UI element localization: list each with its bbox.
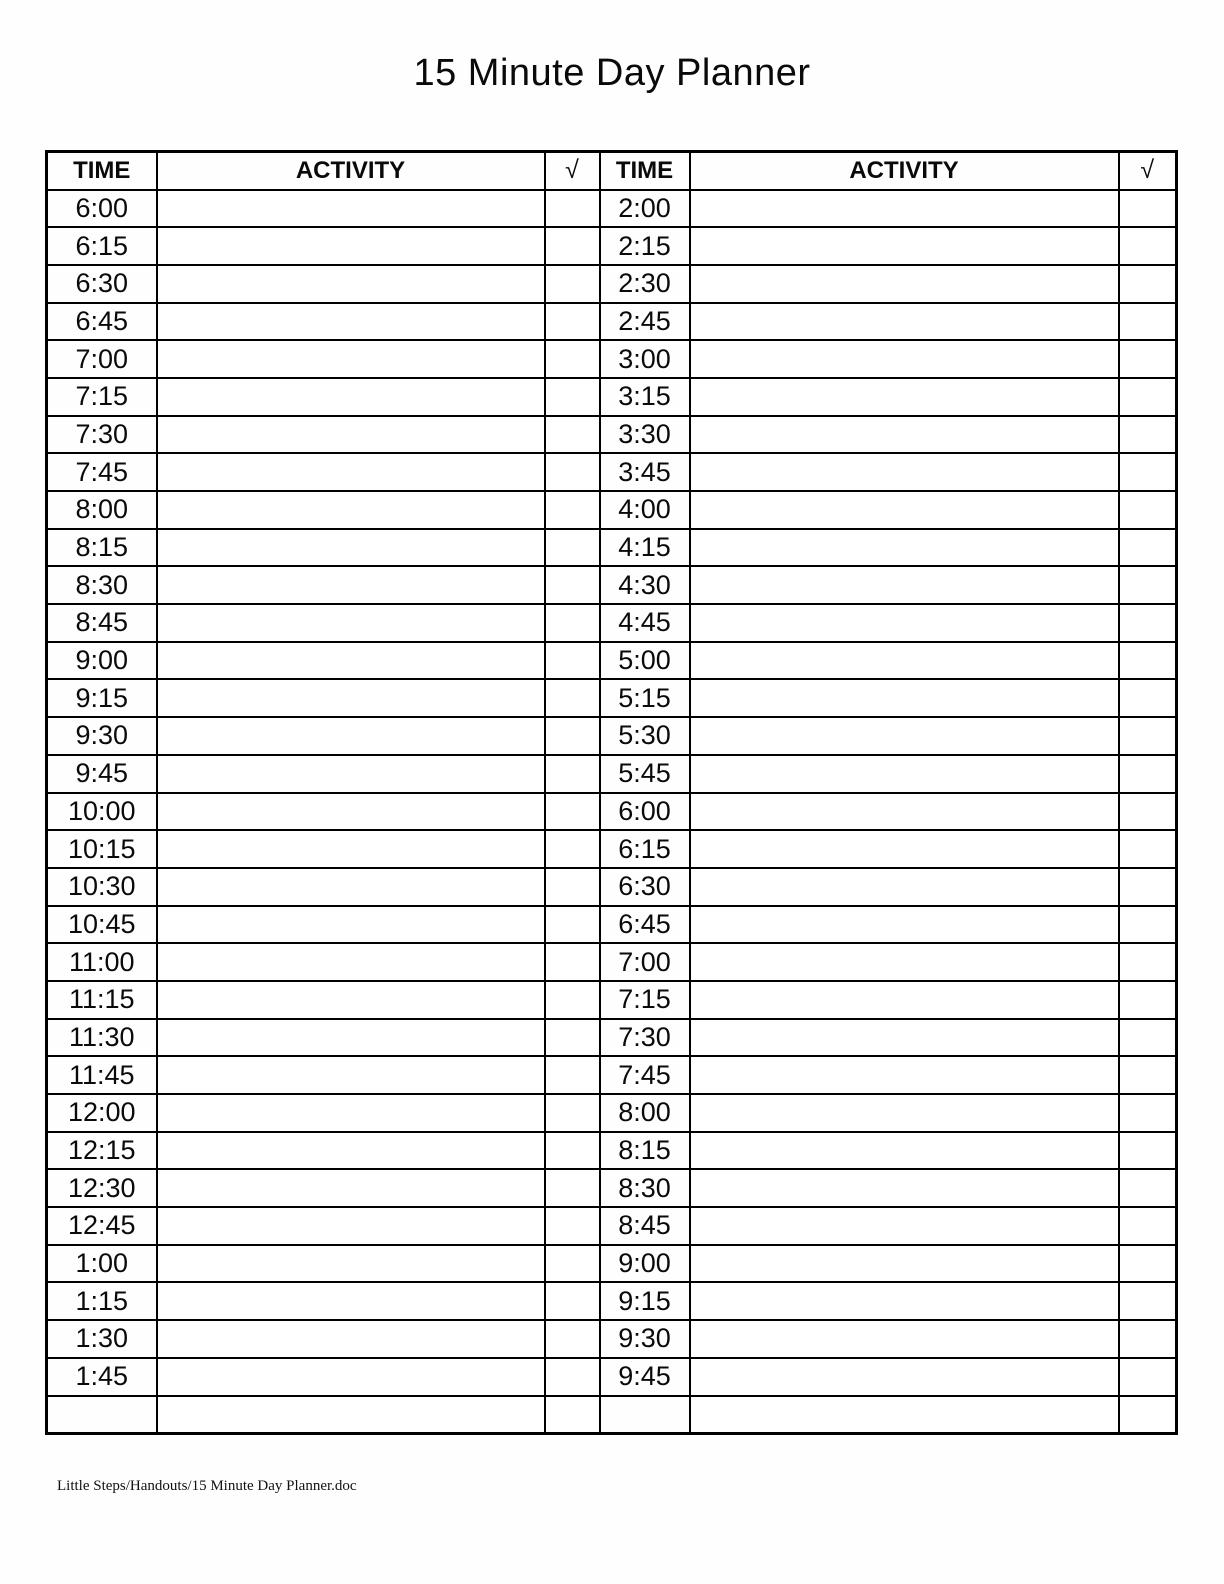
check-cell-left[interactable]	[545, 1207, 600, 1245]
time-cell-right: 3:30	[600, 416, 690, 454]
planner-row	[47, 566, 1177, 604]
activity-cell-left[interactable]	[157, 981, 545, 1019]
planner-empty-row	[47, 1396, 1177, 1434]
activity-cell-left[interactable]	[157, 566, 545, 604]
check-cell-right[interactable]	[1119, 303, 1177, 341]
document-footer-path: Little Steps/Handouts/15 Minute Day Planner.doc	[57, 1478, 357, 1494]
time-cell-left: 7:30	[47, 416, 157, 454]
activity-cell-left[interactable]	[157, 1094, 545, 1132]
time-cell-right: 7:15	[600, 981, 690, 1019]
activity-cell-right[interactable]	[690, 1056, 1119, 1094]
check-cell-right[interactable]	[1119, 529, 1177, 567]
activity-cell-left[interactable]	[157, 529, 545, 567]
activity-cell-right[interactable]	[690, 981, 1119, 1019]
planner-row	[47, 453, 1177, 491]
planner-table	[45, 150, 1178, 1435]
activity-cell-left[interactable]	[157, 1320, 545, 1358]
check-cell-left[interactable]	[545, 604, 600, 642]
time-cell-left: 7:15	[47, 378, 157, 416]
check-cell-right[interactable]	[1119, 1019, 1177, 1057]
time-cell-left: 10:15	[47, 830, 157, 868]
time-cell-right: 9:45	[600, 1358, 690, 1396]
check-cell-right[interactable]	[1119, 981, 1177, 1019]
activity-cell-right[interactable]	[690, 1358, 1119, 1396]
planner-row	[47, 981, 1177, 1019]
time-cell-right: 3:15	[600, 378, 690, 416]
time-cell-right: 5:30	[600, 717, 690, 755]
activity-cell-left[interactable]	[157, 1396, 545, 1434]
time-cell-right: 5:00	[600, 642, 690, 680]
time-cell-left: 10:30	[47, 868, 157, 906]
activity-cell-left[interactable]	[157, 1282, 545, 1320]
planner-row	[47, 265, 1177, 303]
check-cell-left[interactable]	[545, 943, 600, 981]
planner-row	[47, 1245, 1177, 1283]
time-cell-right: 4:15	[600, 529, 690, 567]
check-cell-left[interactable]	[545, 1019, 600, 1057]
check-cell-left[interactable]	[545, 378, 600, 416]
time-cell-right: 3:45	[600, 453, 690, 491]
check-cell-left[interactable]	[545, 1396, 600, 1434]
planner-row	[47, 1169, 1177, 1207]
planner-row	[47, 227, 1177, 265]
activity-cell-right[interactable]	[690, 604, 1119, 642]
time-cell-left: 9:30	[47, 717, 157, 755]
activity-cell-left[interactable]	[157, 642, 545, 680]
activity-cell-right[interactable]	[690, 679, 1119, 717]
time-cell-right: 4:30	[600, 566, 690, 604]
check-cell-right[interactable]	[1119, 491, 1177, 529]
activity-cell-right[interactable]	[690, 529, 1119, 567]
activity-cell-right[interactable]	[690, 717, 1119, 755]
activity-cell-left[interactable]	[157, 1132, 545, 1170]
time-cell-left: 10:00	[47, 793, 157, 831]
time-cell-left: 1:00	[47, 1245, 157, 1283]
time-cell-right: 9:30	[600, 1320, 690, 1358]
time-cell-right: 2:30	[600, 265, 690, 303]
check-cell-right[interactable]	[1119, 1169, 1177, 1207]
check-cell-right[interactable]	[1119, 1282, 1177, 1320]
check-cell-right[interactable]	[1119, 416, 1177, 454]
activity-header-right: ACTIVITY	[690, 152, 1119, 190]
time-cell-left: 8:00	[47, 491, 157, 529]
check-cell-left[interactable]	[545, 981, 600, 1019]
activity-cell-left[interactable]	[157, 491, 545, 529]
activity-cell-right[interactable]	[690, 416, 1119, 454]
check-cell-left[interactable]	[545, 1282, 600, 1320]
activity-cell-right[interactable]	[690, 868, 1119, 906]
check-cell-left[interactable]	[545, 1358, 600, 1396]
planner-row	[47, 1056, 1177, 1094]
activity-cell-left[interactable]	[157, 1019, 545, 1057]
planner-row	[47, 491, 1177, 529]
time-cell-right: 9:00	[600, 1245, 690, 1283]
check-cell-left[interactable]	[545, 679, 600, 717]
check-cell-right[interactable]	[1119, 906, 1177, 944]
check-cell-right[interactable]	[1119, 1396, 1177, 1434]
time-cell-right: 5:45	[600, 755, 690, 793]
activity-cell-left[interactable]	[157, 453, 545, 491]
activity-cell-right[interactable]	[690, 566, 1119, 604]
planner-row	[47, 1207, 1177, 1245]
activity-cell-right[interactable]	[690, 340, 1119, 378]
time-cell-right: 4:45	[600, 604, 690, 642]
planner-row	[47, 529, 1177, 567]
planner-row	[47, 340, 1177, 378]
check-cell-right[interactable]	[1119, 679, 1177, 717]
check-cell-right[interactable]	[1119, 453, 1177, 491]
check-cell-left[interactable]	[545, 1094, 600, 1132]
time-cell-right: 8:15	[600, 1132, 690, 1170]
time-cell-right: 9:15	[600, 1282, 690, 1320]
time-cell-right: 7:45	[600, 1056, 690, 1094]
activity-cell-left[interactable]	[157, 340, 545, 378]
activity-cell-left[interactable]	[157, 755, 545, 793]
activity-cell-left[interactable]	[157, 868, 545, 906]
activity-cell-left[interactable]	[157, 1169, 545, 1207]
activity-cell-right[interactable]	[690, 943, 1119, 981]
check-cell-right[interactable]	[1119, 1245, 1177, 1283]
check-cell-left[interactable]	[545, 1320, 600, 1358]
activity-cell-left[interactable]	[157, 416, 545, 454]
time-cell-left: 1:45	[47, 1358, 157, 1396]
planner-row	[47, 868, 1177, 906]
check-cell-left[interactable]	[545, 453, 600, 491]
activity-cell-right[interactable]	[690, 1396, 1119, 1434]
check-cell-right[interactable]	[1119, 378, 1177, 416]
check-cell-left[interactable]	[545, 265, 600, 303]
activity-cell-right[interactable]	[690, 1132, 1119, 1170]
activity-cell-left[interactable]	[157, 378, 545, 416]
time-cell-left: 12:15	[47, 1132, 157, 1170]
check-cell-left[interactable]	[545, 793, 600, 831]
planner-row	[47, 1358, 1177, 1396]
check-cell-left[interactable]	[545, 303, 600, 341]
activity-cell-right[interactable]	[690, 303, 1119, 341]
time-cell-right: 6:00	[600, 793, 690, 831]
planner-row	[47, 830, 1177, 868]
time-cell-right: 3:00	[600, 340, 690, 378]
planner-row	[47, 1282, 1177, 1320]
activity-cell-left[interactable]	[157, 227, 545, 265]
time-cell-right: 2:00	[600, 190, 690, 228]
time-cell-left: 8:30	[47, 566, 157, 604]
check-cell-right[interactable]	[1119, 1358, 1177, 1396]
planner-body	[47, 190, 1177, 1434]
time-cell-left: 10:45	[47, 906, 157, 944]
check-cell-left[interactable]	[545, 1169, 600, 1207]
time-cell-right: 2:15	[600, 227, 690, 265]
time-cell-left: 11:45	[47, 1056, 157, 1094]
activity-cell-left[interactable]	[157, 830, 545, 868]
check-cell-left[interactable]	[545, 566, 600, 604]
planner-row	[47, 190, 1177, 228]
time-cell-left: 6:15	[47, 227, 157, 265]
planner-row	[47, 906, 1177, 944]
check-cell-left[interactable]	[545, 1245, 600, 1283]
activity-cell-right[interactable]	[690, 1019, 1119, 1057]
planner-row	[47, 679, 1177, 717]
activity-cell-left[interactable]	[157, 943, 545, 981]
check-cell-right[interactable]	[1119, 227, 1177, 265]
time-cell-left: 11:00	[47, 943, 157, 981]
time-cell-right[interactable]	[600, 1396, 690, 1434]
planner-row	[47, 1320, 1177, 1358]
activity-cell-left[interactable]	[157, 906, 545, 944]
time-cell-right: 8:30	[600, 1169, 690, 1207]
time-cell-left: 6:30	[47, 265, 157, 303]
check-cell-right[interactable]	[1119, 1056, 1177, 1094]
time-cell-right: 8:00	[600, 1094, 690, 1132]
check-cell-right[interactable]	[1119, 566, 1177, 604]
time-cell-right: 6:30	[600, 868, 690, 906]
check-cell-right[interactable]	[1119, 830, 1177, 868]
activity-cell-right[interactable]	[690, 491, 1119, 529]
time-cell-left: 7:00	[47, 340, 157, 378]
planner-row	[47, 303, 1177, 341]
activity-cell-right[interactable]	[690, 830, 1119, 868]
check-header-right: √	[1119, 152, 1177, 190]
activity-cell-right[interactable]	[690, 755, 1119, 793]
planner-row	[47, 1019, 1177, 1057]
activity-cell-right[interactable]	[690, 1169, 1119, 1207]
activity-cell-right[interactable]	[690, 1207, 1119, 1245]
check-cell-left[interactable]	[545, 906, 600, 944]
time-header-left: TIME	[47, 152, 157, 190]
activity-cell-left[interactable]	[157, 1245, 545, 1283]
time-cell-right: 4:00	[600, 491, 690, 529]
check-cell-right[interactable]	[1119, 265, 1177, 303]
activity-cell-left[interactable]	[157, 679, 545, 717]
activity-cell-right[interactable]	[690, 190, 1119, 228]
planner-row	[47, 793, 1177, 831]
check-cell-right[interactable]	[1119, 642, 1177, 680]
planner-row	[47, 1094, 1177, 1132]
check-cell-right[interactable]	[1119, 868, 1177, 906]
activity-cell-left[interactable]	[157, 265, 545, 303]
planner-header	[47, 152, 1177, 190]
time-cell-left: 12:00	[47, 1094, 157, 1132]
time-cell-left: 11:30	[47, 1019, 157, 1057]
planner-row	[47, 416, 1177, 454]
check-cell-right[interactable]	[1119, 340, 1177, 378]
check-cell-left[interactable]	[545, 340, 600, 378]
time-cell-right: 6:15	[600, 830, 690, 868]
activity-cell-right[interactable]	[690, 378, 1119, 416]
time-cell-left[interactable]	[47, 1396, 157, 1434]
check-cell-right[interactable]	[1119, 1207, 1177, 1245]
check-cell-left[interactable]	[545, 491, 600, 529]
check-cell-left[interactable]	[545, 717, 600, 755]
time-cell-left: 12:30	[47, 1169, 157, 1207]
planner-row	[47, 717, 1177, 755]
activity-cell-left[interactable]	[157, 717, 545, 755]
check-cell-right[interactable]	[1119, 190, 1177, 228]
activity-cell-left[interactable]	[157, 793, 545, 831]
time-cell-right: 6:45	[600, 906, 690, 944]
header-row	[47, 152, 1177, 190]
activity-cell-right[interactable]	[690, 1320, 1119, 1358]
planner-row	[47, 755, 1177, 793]
time-cell-right: 5:15	[600, 679, 690, 717]
activity-cell-left[interactable]	[157, 604, 545, 642]
activity-cell-right[interactable]	[690, 642, 1119, 680]
check-cell-left[interactable]	[545, 529, 600, 567]
activity-cell-left[interactable]	[157, 1207, 545, 1245]
activity-header-left: ACTIVITY	[157, 152, 545, 190]
time-cell-right: 7:30	[600, 1019, 690, 1057]
check-cell-left[interactable]	[545, 416, 600, 454]
time-cell-left: 9:00	[47, 642, 157, 680]
check-cell-left[interactable]	[545, 830, 600, 868]
activity-cell-right[interactable]	[690, 265, 1119, 303]
time-cell-left: 11:15	[47, 981, 157, 1019]
time-cell-left: 8:15	[47, 529, 157, 567]
page-title: 15 Minute Day Planner	[413, 52, 811, 94]
check-cell-right[interactable]	[1119, 943, 1177, 981]
check-header-left: √	[545, 152, 600, 190]
check-cell-left[interactable]	[545, 642, 600, 680]
activity-cell-left[interactable]	[157, 303, 545, 341]
time-cell-left: 8:45	[47, 604, 157, 642]
activity-cell-left[interactable]	[157, 190, 545, 228]
check-cell-right[interactable]	[1119, 604, 1177, 642]
time-cell-left: 1:30	[47, 1320, 157, 1358]
activity-cell-left[interactable]	[157, 1358, 545, 1396]
time-cell-left: 7:45	[47, 453, 157, 491]
check-cell-right[interactable]	[1119, 755, 1177, 793]
check-cell-right[interactable]	[1119, 1320, 1177, 1358]
check-cell-left[interactable]	[545, 1132, 600, 1170]
time-cell-left: 6:45	[47, 303, 157, 341]
check-cell-left[interactable]	[545, 227, 600, 265]
check-cell-right[interactable]	[1119, 1094, 1177, 1132]
planner-row	[47, 1132, 1177, 1170]
check-cell-left[interactable]	[545, 868, 600, 906]
time-cell-left: 12:45	[47, 1207, 157, 1245]
activity-cell-right[interactable]	[690, 227, 1119, 265]
activity-cell-right[interactable]	[690, 1245, 1119, 1283]
activity-cell-right[interactable]	[690, 1094, 1119, 1132]
time-cell-right: 8:45	[600, 1207, 690, 1245]
check-cell-left[interactable]	[545, 755, 600, 793]
check-cell-right[interactable]	[1119, 793, 1177, 831]
check-cell-right[interactable]	[1119, 717, 1177, 755]
activity-cell-right[interactable]	[690, 906, 1119, 944]
activity-cell-right[interactable]	[690, 1282, 1119, 1320]
planner-row	[47, 378, 1177, 416]
activity-cell-right[interactable]	[690, 793, 1119, 831]
time-cell-left: 9:45	[47, 755, 157, 793]
time-header-right: TIME	[600, 152, 690, 190]
time-cell-left: 6:00	[47, 190, 157, 228]
time-cell-right: 7:00	[600, 943, 690, 981]
planner-row	[47, 943, 1177, 981]
check-cell-left[interactable]	[545, 190, 600, 228]
time-cell-right: 2:45	[600, 303, 690, 341]
activity-cell-right[interactable]	[690, 453, 1119, 491]
activity-cell-left[interactable]	[157, 1056, 545, 1094]
time-cell-left: 1:15	[47, 1282, 157, 1320]
time-cell-left: 9:15	[47, 679, 157, 717]
planner-row	[47, 604, 1177, 642]
check-cell-right[interactable]	[1119, 1132, 1177, 1170]
check-cell-left[interactable]	[545, 1056, 600, 1094]
planner-row	[47, 642, 1177, 680]
